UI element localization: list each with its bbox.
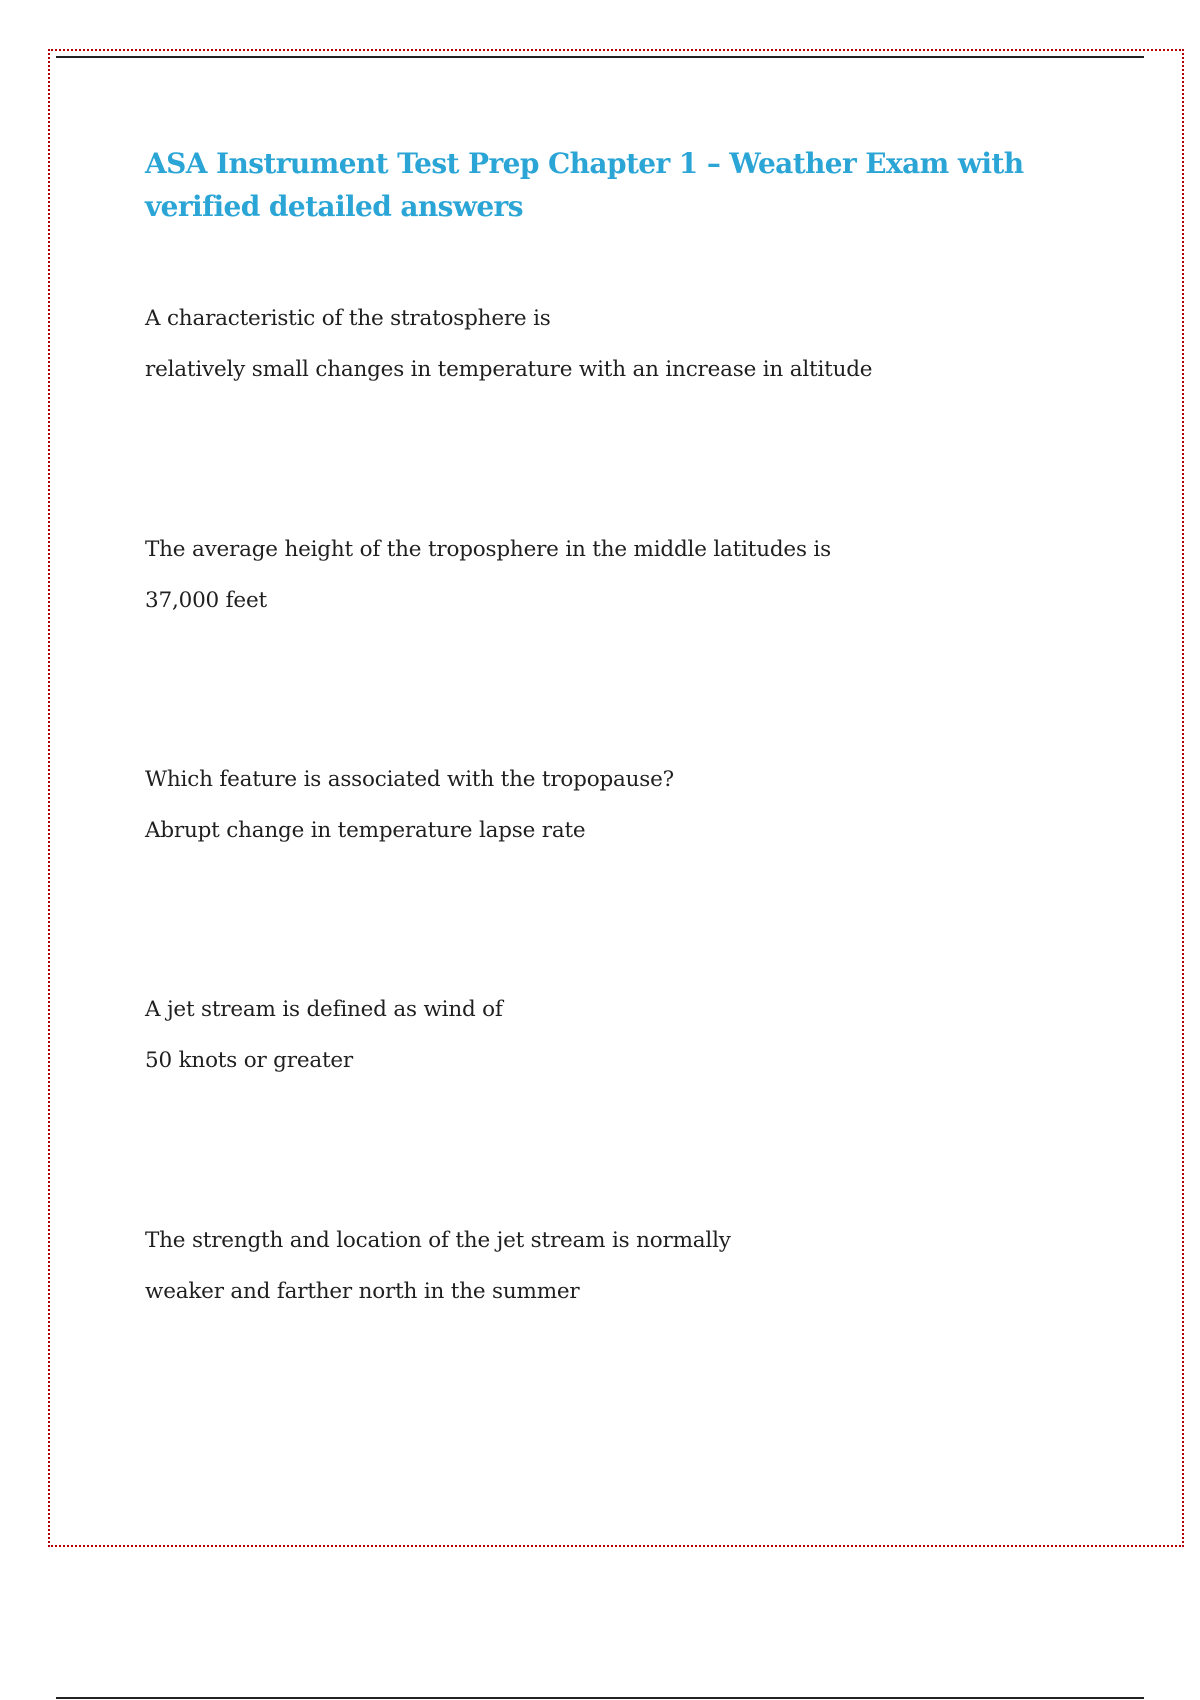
qa-item — [145, 767, 1105, 844]
question-text: Which feature is associated with the tropopause? — [145, 767, 674, 792]
question-text: A jet stream is defined as wind of — [145, 997, 503, 1022]
qa-item — [145, 306, 1105, 383]
header-rule — [56, 56, 1144, 58]
answer-text: relatively small changes in temperature with an increase in altitude — [145, 357, 873, 382]
answer-text: Abrupt change in temperature lapse rate — [145, 818, 586, 843]
qa-item — [145, 997, 1105, 1074]
qa-item — [145, 1228, 1105, 1305]
footer-rule — [56, 1697, 1144, 1699]
answer-text: weaker and farther north in the summer — [145, 1279, 580, 1304]
question-text: The strength and location of the jet stream is normally — [145, 1228, 731, 1253]
answer-text: 37,000 feet — [145, 588, 267, 613]
document-title: ASA Instrument Test Prep Chapter 1 – Weather Exam with verified detailed answers — [145, 147, 1024, 223]
question-text: The average height of the troposphere in the middle latitudes is — [145, 537, 831, 562]
qa-item — [145, 537, 1105, 614]
question-text: A characteristic of the stratosphere is — [145, 306, 551, 331]
answer-text: 50 knots or greater — [145, 1048, 353, 1073]
